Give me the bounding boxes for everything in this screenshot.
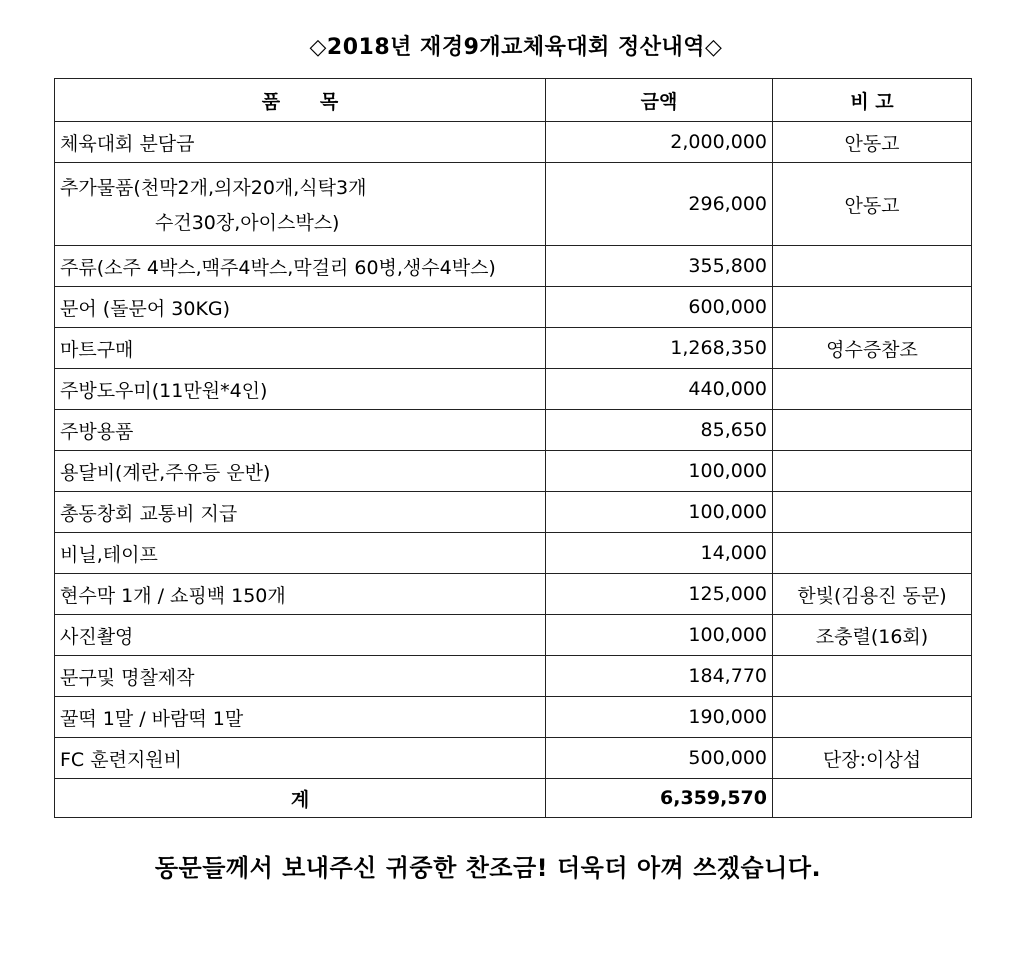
table-row [55,369,972,410]
item-cell: 문구및 명찰제작 [55,656,546,697]
note-cell: 조충렬(16회) [773,615,972,656]
note-cell [773,451,972,492]
amount-cell: 296,000 [546,163,773,246]
table-row [55,656,972,697]
item-cell [55,163,546,246]
header-item: 품 목 [55,79,546,122]
item-line-1: 추가물품(천막2개,의자20개,식탁3개 [60,177,367,199]
item-cell: 주류(소주 4박스,맥주4박스,막걸리 60병,생수4박스) [55,246,546,287]
header-note: 비 고 [773,79,972,122]
note-cell [773,287,972,328]
amount-cell: 184,770 [546,656,773,697]
item-cell: 체육대회 분담금 [55,122,546,163]
note-cell [773,656,972,697]
item-line-2: 수건30장,아이스박스) [155,212,340,234]
item-cell: 총동창회 교통비 지급 [55,492,546,533]
note-cell: 안동고 [773,163,972,246]
item-cell: FC 훈련지원비 [55,738,546,779]
total-amount: 6,359,570 [546,779,773,818]
item-cell: 주방용품 [55,410,546,451]
amount-cell: 355,800 [546,246,773,287]
note-cell [773,492,972,533]
item-cell: 문어 (돌문어 30KG) [55,287,546,328]
note-cell [773,246,972,287]
header-amount: 금액 [546,79,773,122]
amount-cell: 100,000 [546,615,773,656]
amount-cell: 85,650 [546,410,773,451]
total-note [773,779,972,818]
table-row [55,163,972,246]
item-cell: 현수막 1개 / 쇼핑백 150개 [55,574,546,615]
amount-cell: 500,000 [546,738,773,779]
note-cell [773,533,972,574]
table-row [55,615,972,656]
item-cell: 사진촬영 [55,615,546,656]
item-cell: 용달비(계란,주유등 운반) [55,451,546,492]
table-row [55,574,972,615]
note-cell: 한빛(김용진 동문) [773,574,972,615]
document-title: ◇2018년 재경9개교체육대회 정산내역◇ [309,35,723,60]
table-row [55,287,972,328]
amount-cell: 190,000 [546,697,773,738]
amount-cell: 100,000 [546,451,773,492]
amount-cell: 125,000 [546,574,773,615]
item-cell: 비닐,테이프 [55,533,546,574]
table-row [55,492,972,533]
table-header-row [55,79,972,122]
note-cell [773,697,972,738]
note-cell: 안동고 [773,122,972,163]
amount-cell: 440,000 [546,369,773,410]
table-row [55,451,972,492]
table-row [55,246,972,287]
table-row [55,328,972,369]
table-row [55,738,972,779]
table-row [55,533,972,574]
table-row [55,122,972,163]
amount-cell: 1,268,350 [546,328,773,369]
amount-cell: 14,000 [546,533,773,574]
note-cell [773,369,972,410]
item-cell: 마트구매 [55,328,546,369]
amount-cell: 100,000 [546,492,773,533]
item-cell: 주방도우미(11만원*4인) [55,369,546,410]
note-cell: 단장:이상섭 [773,738,972,779]
note-cell [773,410,972,451]
footer-message: 동문들께서 보내주신 귀중한 찬조금! 더욱더 아껴 쓰겠습니다. [154,854,822,882]
table-row [55,410,972,451]
amount-cell: 600,000 [546,287,773,328]
note-cell: 영수증참조 [773,328,972,369]
total-row [55,779,972,818]
total-label: 계 [55,779,546,818]
item-cell: 꿀떡 1말 / 바람떡 1말 [55,697,546,738]
settlement-table [54,78,972,818]
table-row [55,697,972,738]
amount-cell: 2,000,000 [546,122,773,163]
